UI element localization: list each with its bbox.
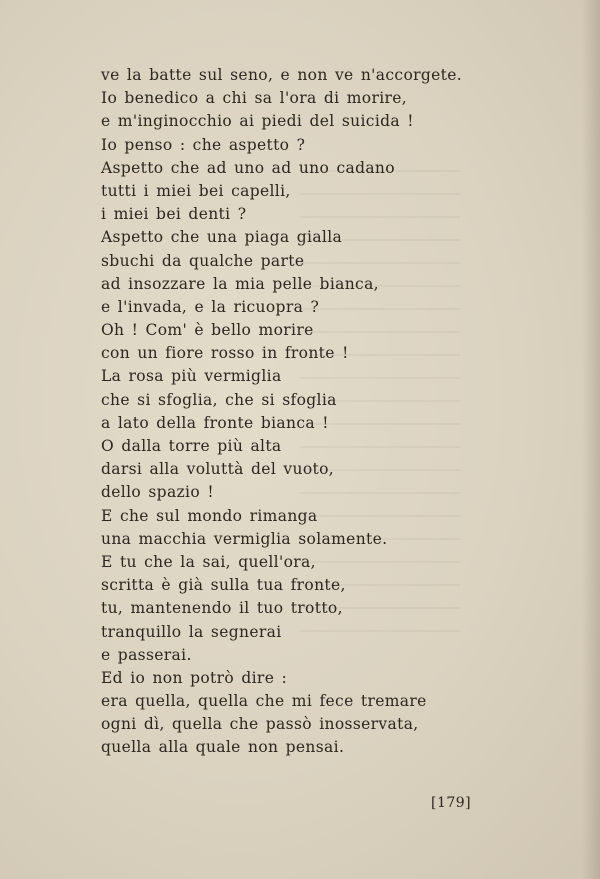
poem-line: Ed io non potrò dire : <box>101 668 288 687</box>
page-number: [179] <box>431 795 472 811</box>
poem-line: Oh ! Com' è bello morire <box>101 321 314 340</box>
poem-line: era quella, quella che mi fece tremare <box>101 692 427 711</box>
poem-line: scritta è già sulla tua fronte, <box>101 576 346 595</box>
poem-line: che si sfoglia, che si sfoglia <box>101 390 337 409</box>
poem-line: tutti i miei bei capelli, <box>101 181 291 200</box>
poem-line: tranquillo la segnerai <box>101 622 282 641</box>
poem-line: tu, mantenendo il tuo trotto, <box>101 599 343 618</box>
poem-line: ogni dì, quella che passò inosservata, <box>101 715 419 734</box>
poem-line: Aspetto che una piaga gialla <box>101 228 343 247</box>
poem-line: Aspetto che ad uno ad uno cadano <box>101 158 395 177</box>
poem-line: dello spazio ! <box>101 483 214 502</box>
poem-line: una macchia vermiglia solamente. <box>101 529 388 548</box>
poem-line: Io benedico a chi sa l'ora di morire, <box>101 89 408 108</box>
poem-text <box>101 64 461 760</box>
poem-line: ve la batte sul seno, e non ve n'accorgete. <box>101 66 463 84</box>
poem-line: i miei bei denti ? <box>101 205 247 224</box>
poem-line: e l'invada, e la ricuopra ? <box>101 297 320 316</box>
poem-line: a lato della fronte bianca ! <box>101 413 329 432</box>
poem-line: quella alla quale non pensai. <box>101 738 345 757</box>
poem-line: e passerai. <box>101 645 192 664</box>
poem-line: Io penso : che aspetto ? <box>101 135 306 154</box>
poem-line: E tu che la sai, quell'ora, <box>101 552 316 571</box>
poem-line: con un fiore rosso in fronte ! <box>101 344 349 363</box>
poem-line: ad insozzare la mia pelle bianca, <box>101 274 379 293</box>
poem-line: La rosa più vermiglia <box>101 367 282 386</box>
poem-line: E che sul mondo rimanga <box>101 506 318 525</box>
poem-line: O dalla torre più alta <box>101 437 282 455</box>
poem-line: darsi alla voluttà del vuoto, <box>101 460 335 479</box>
poem-line: e m'inginocchio ai piedi del suicida ! <box>101 112 414 131</box>
poem-line: sbuchi da qualche parte <box>101 251 305 270</box>
